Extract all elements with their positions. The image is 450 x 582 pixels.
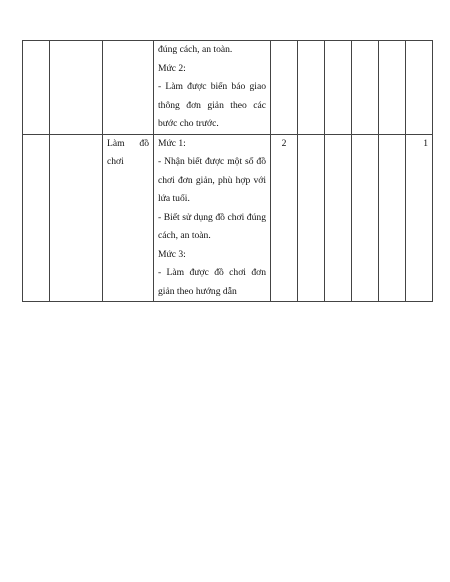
activity-word: Làm (107, 137, 125, 149)
cell-count: 1 (406, 134, 433, 302)
cell-topic (50, 134, 103, 302)
content-line: - Làm được đồ chơi đơn giản theo hướng dẫn (158, 267, 266, 297)
cell-count (298, 41, 325, 135)
cell-count (325, 41, 352, 135)
cell-content (154, 134, 271, 302)
content-line: đúng cách, an toàn. (158, 44, 233, 55)
cell-count (352, 41, 379, 135)
cell-count (271, 41, 298, 135)
cell-count: 2 (271, 134, 298, 302)
cell-count (406, 41, 433, 135)
cell-content (154, 41, 271, 135)
content-line: - Biết sử dụng đồ chơi đúng cách, an toàn. (158, 211, 266, 241)
cell-count (298, 134, 325, 302)
activity-word: đồ (139, 137, 149, 149)
assessment-table (22, 40, 433, 302)
content-line: - Làm được biển báo giao thông đơn giản theo các bước cho trước. (158, 81, 266, 129)
content-line: Mức 3: (158, 248, 186, 260)
cell-count (352, 134, 379, 302)
cell-topic (50, 41, 103, 135)
cell-activity (103, 41, 154, 135)
cell-count (379, 41, 406, 135)
cell-count (379, 134, 406, 302)
cell-index (23, 41, 50, 135)
content-line: Mức 1: (158, 137, 186, 149)
content-line: - Nhận biết được một số đồ chơi đơn giản, phù hợp với lứa tuổi. (158, 156, 266, 204)
activity-line (107, 135, 149, 154)
table-row (23, 134, 433, 302)
activity-word: chơi (107, 156, 124, 167)
cell-count (325, 134, 352, 302)
cell-activity (103, 134, 154, 302)
content-line: Mức 2: (158, 62, 186, 74)
table-row (23, 41, 433, 135)
cell-index (23, 134, 50, 302)
